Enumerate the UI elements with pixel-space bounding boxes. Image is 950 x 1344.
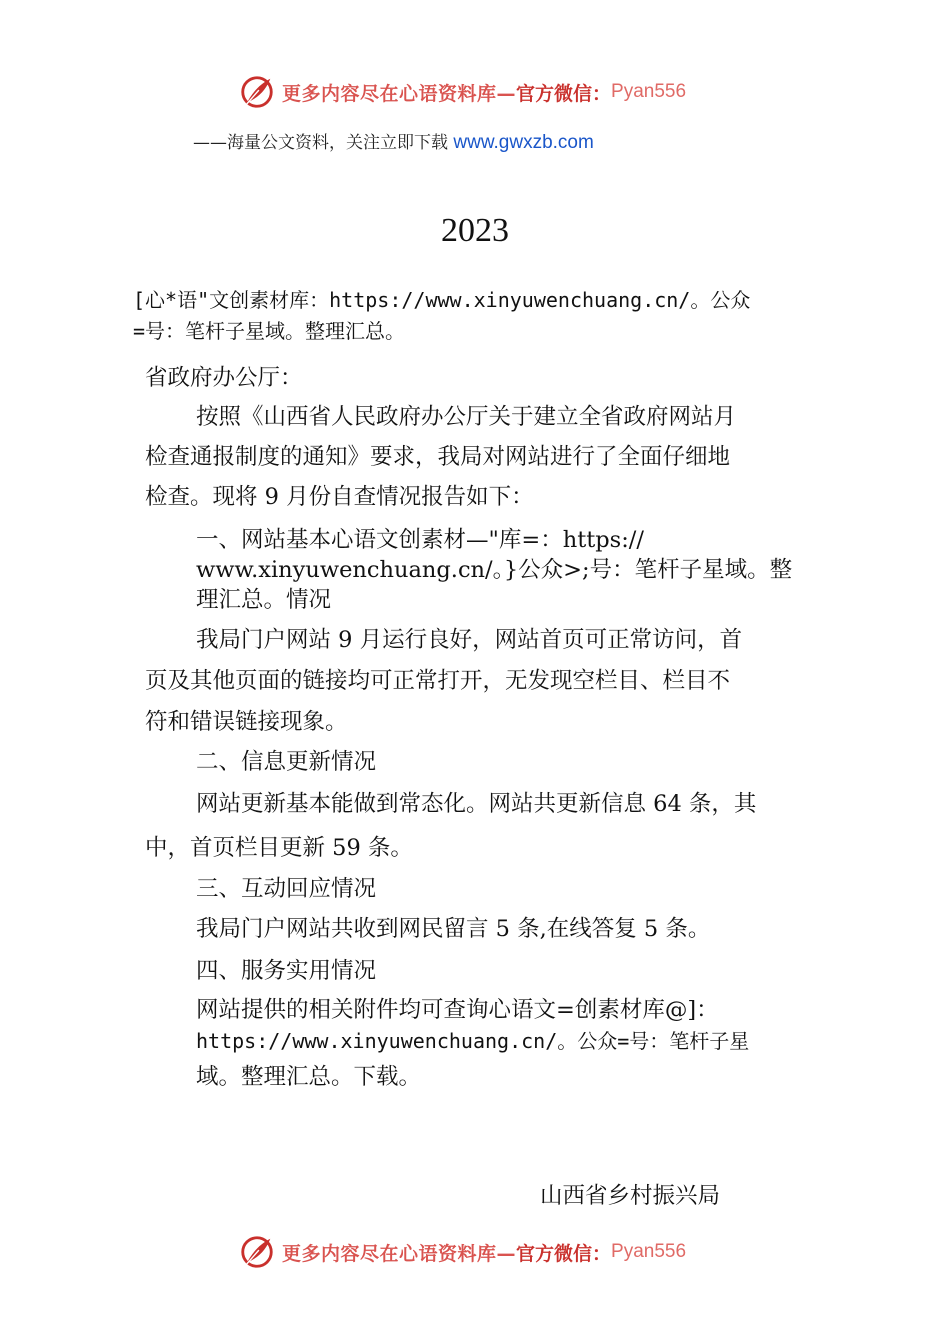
section4-body-line-1: 网站提供的相关附件均可查询心语文=创素材库@]：	[196, 997, 719, 1023]
document-year: 2023	[441, 212, 509, 249]
intro-line-3: 检查。现将 9 月份自查情况报告如下：	[145, 484, 534, 510]
download-subline	[193, 128, 594, 154]
section4-body-line-2: https://www.xinyuwenchuang.cn/。公众=号：笔杆子星	[196, 1029, 750, 1053]
header-banner	[238, 72, 686, 112]
footer-banner-text: 更多内容尽在心语资料库—	[282, 1242, 517, 1265]
salutation: 省政府办公厅：	[145, 365, 303, 391]
section4-heading: 四、服务实用情况	[196, 958, 377, 984]
footer-wechat-label: 官方微信：	[516, 1242, 612, 1265]
section2-heading: 二、信息更新情况	[196, 749, 377, 775]
section1-heading-line-3: 理汇总。情况	[196, 587, 332, 613]
section4-body-line-3: 域。整理汇总。下载。	[196, 1064, 422, 1090]
section1-heading-line-1: 一、网站基本心语文创素材—"库=：https://	[196, 527, 644, 553]
section1-body-line-1: 我局门户网站 9 月运行良好，网站首页可正常访问，首	[196, 627, 743, 653]
feather-pen-logo-icon	[238, 1233, 276, 1271]
section3-body: 我局门户网站共收到网民留言 5 条,在线答复 5 条。	[196, 916, 711, 942]
header-banner-text: 更多内容尽在心语资料库—	[282, 82, 517, 105]
feather-pen-logo-icon	[238, 73, 276, 111]
header-wechat-label: 官方微信：	[516, 82, 612, 105]
section2-body-line-2: 中，首页栏目更新 59 条。	[145, 835, 413, 861]
signature-organization: 山西省乡村振兴局	[540, 1183, 721, 1209]
intro-line-2: 检查通报制度的通知》要求，我局对网站进行了全面仔细地	[145, 444, 731, 470]
section1-body-line-2: 页及其他页面的链接均可正常打开，无发现空栏目、栏目不	[145, 668, 731, 694]
header-wechat-id: Pyan556	[611, 81, 687, 102]
footer-banner	[238, 1232, 686, 1272]
section1-body-line-3: 符和错误链接现象。	[145, 709, 348, 735]
subline-text: ——海量公文资料，关注立即下载	[193, 133, 454, 153]
section1-heading-line-2: www.xinyuwenchuang.cn/。}公众>;号：笔杆子星域。整	[196, 557, 793, 583]
section2-body-line-1: 网站更新基本能做到常态化。网站共更新信息 64 条，其	[196, 791, 757, 817]
watermark-line-2: =号：笔杆子星域。整理汇总。	[133, 319, 406, 343]
section3-heading: 三、互动回应情况	[196, 876, 377, 902]
intro-line-1: 按照《山西省人民政府办公厅关于建立全省政府网站月	[196, 404, 737, 430]
footer-wechat-id: Pyan556	[611, 1241, 687, 1262]
watermark-line-1: [心*语"文创素材库：https://www.xinyuwenchuang.cn/。公众	[133, 288, 751, 312]
download-link[interactable]: www.gwxzb.com	[453, 132, 594, 153]
